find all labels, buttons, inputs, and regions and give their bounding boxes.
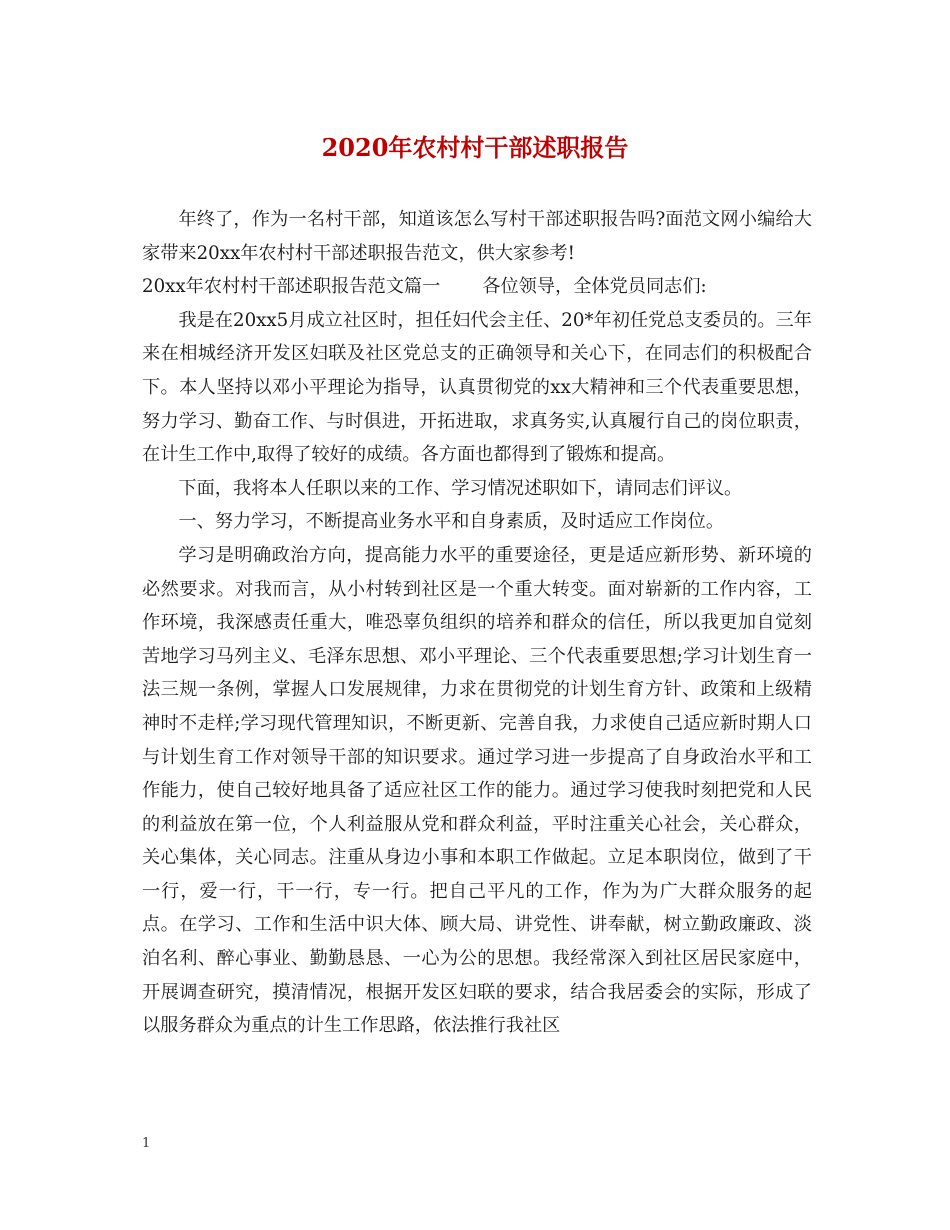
- body-paragraph-2: 下面，我将本人任职以来的工作、学习情况述职如下，请同志们评议。: [178, 477, 743, 499]
- intro-paragraph: 年终了，作为一名村干部，知道该怎么写村干部述职报告吗?面范文网小编给大家带来20xx年农村村干部述职报告范文，供大家参考!: [142, 209, 812, 264]
- page-number: 1: [142, 1136, 151, 1151]
- salutation: 各位领导，全体党员同志们:: [482, 276, 707, 298]
- section-heading: 20xx年农村村干部述职报告范文篇一: [142, 276, 441, 298]
- body-paragraph-4: 学习是明确政治方向，提高能力水平的重要途径，更是适应新形势、新环境的必然要求。对我而言，从小村转到社区是一个重大转变。面对崭新的工作内容，工作环境，我深感责任重大，唯恐辜负组织的培养和群众的信任，所以我更加自觉刻苦地学习马列主义、毛泽东思想、邓小平理论、三个代表重要思想;学习计划生育一法三规一条例，掌握人口发展规律，力求在贯彻党的计划生育方针、政策和上级精神时不走样;学习现代管理知识，不断更新、完善自我，力求使自己适应新时期人口与计划生育工作对领导干部的知识要求。通过学习进一步提高了自身政治水平和工作能力，使自己较好地具备了适应社区工作的能力。通过学习使我时刻把党和人民的利益放在第一位，个人利益服从党和群众利益，平时注重关心社会，关心群众，关心集体，关心同志。注重从身边小事和本职工作做起。立足本职岗位，做到了干一行，爱一行，干一行，专一行。把自己平凡的工作，作为为广大群众服务的起点。在学习、工作和生活中识大体、顾大局、讲党性、讲奉献，树立勤政廉政、淡泊名利、醉心事业、勤勤恳恳、一心为公的思想。我经常深入到社区居民家庭中，开展调查研究，摸清情况，根据开发区妇联的要求，结合我居委会的实际，形成了以服务群众为重点的计生工作思路，依法推行我社区: [142, 544, 812, 1037]
- section-heading-line: [142, 270, 812, 304]
- body-paragraph-1: 我是在20xx5月成立社区时，担任妇代会主任、20*年初任党总支委员的。三年来在相城经济开发区妇联及社区党总支的正确领导和关心下，在同志们的积极配合下。本人坚持以邓小平理论为指导，认真贯彻党的xx大精神和三个代表重要思想，努力学习、勤奋工作、与时俱进，开拓进取，求真务实,认真履行自己的岗位职责，在计生工作中,取得了较好的成绩。各方面也都得到了锻炼和提高。: [142, 309, 812, 466]
- document-body: [142, 203, 812, 1043]
- document-title: 2020年农村村干部述职报告: [321, 133, 629, 162]
- body-paragraph-3: 一、努力学习，不断提高业务水平和自身素质，及时适应工作岗位。: [178, 511, 725, 533]
